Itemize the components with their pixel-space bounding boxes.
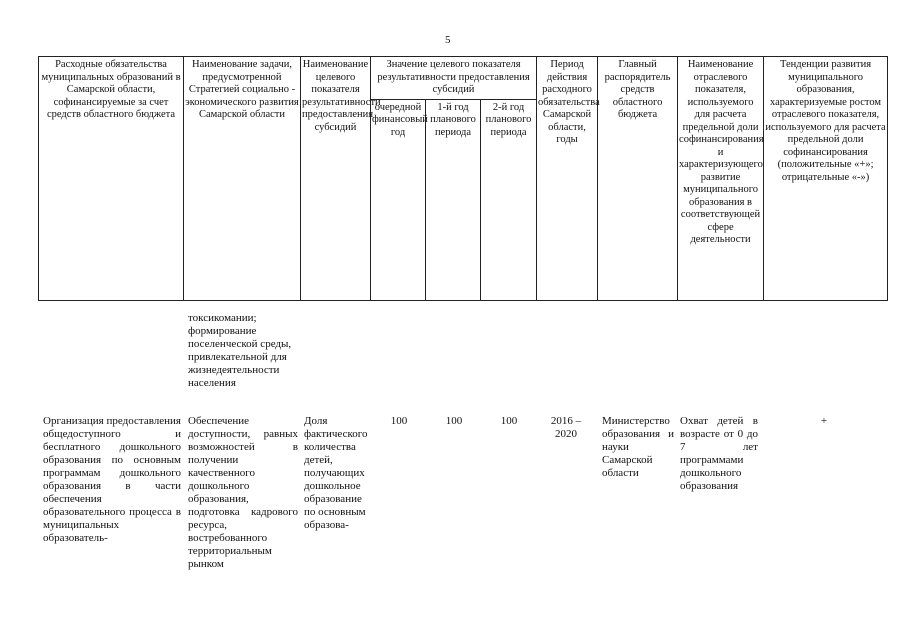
header-plan-year-1: 1-й год планового периода <box>426 99 481 300</box>
row-value-plan-2: 100 <box>500 415 518 427</box>
header-task-name: Наименование задачи, предусмотренной Стратегией социально - экономического развития Самарской области <box>184 57 301 301</box>
row-expense-obligation: Организация предоставления общедоступного и бесплатного дошкольного образования по основным программам дошкольного образования в части обеспечения образовательного процесса в муниципальных образователь- <box>43 415 181 544</box>
header-development-trend: Тенденции развития муниципального образования, характеризуемые ростом отраслевого показателя, используемого для расчета предельной доли софинансирования (положительные «+»; отрицательные «-») <box>764 57 888 301</box>
row-value-current: 100 <box>390 415 408 427</box>
continuation-text: токсикомании; формирование поселенческой среды, привлекательной для жизнедеятельности населения <box>188 312 292 389</box>
row-task: Обеспечение доступности, равных возможностей в получении качественного дошкольного образования, подготовка кадрового ресурса, востребованного территориальным рынком <box>188 415 298 570</box>
header-current-year: очередной финансовый год <box>371 99 426 300</box>
header-period: Период действия расходного обязательства Самарской области, годы <box>537 57 598 301</box>
row-indicator: Доля фактического количества детей, получающих дошкольное образование по основным образова- <box>304 415 368 531</box>
row-sector-indicator: Охват детей в возрасте от 0 до 7 лет программами дошкольного образования <box>680 415 758 492</box>
header-sector-indicator: Наименование отраслевого показателя, используемого для расчета предельной доли софинансирования и характеризующего развитие муниципального образования в соответствующей сфере деятельности <box>678 57 764 301</box>
header-plan-year-2: 2-й год планового периода <box>481 99 537 300</box>
header-indicator-value-group: Значение целевого показателя результативности предоставления субсидий <box>371 57 537 100</box>
row-trend: + <box>820 415 828 427</box>
page-number: 5 <box>445 34 451 46</box>
row-period: 2016 – 2020 <box>550 415 582 440</box>
header-expense-obligations: Расходные обязательства муниципальных образований в Самарской области, софинансируемые за счет средств областного бюджета <box>39 57 184 301</box>
header-chief-manager: Главный распорядитель средств областного бюджета <box>598 57 678 301</box>
row-value-plan-1: 100 <box>445 415 463 427</box>
header-indicator-name: Наименование целевого показателя результативности предоставления субсидий <box>301 57 371 301</box>
table-header <box>38 56 888 301</box>
row-ministry: Министерство образования и науки Самарской области <box>602 415 674 479</box>
